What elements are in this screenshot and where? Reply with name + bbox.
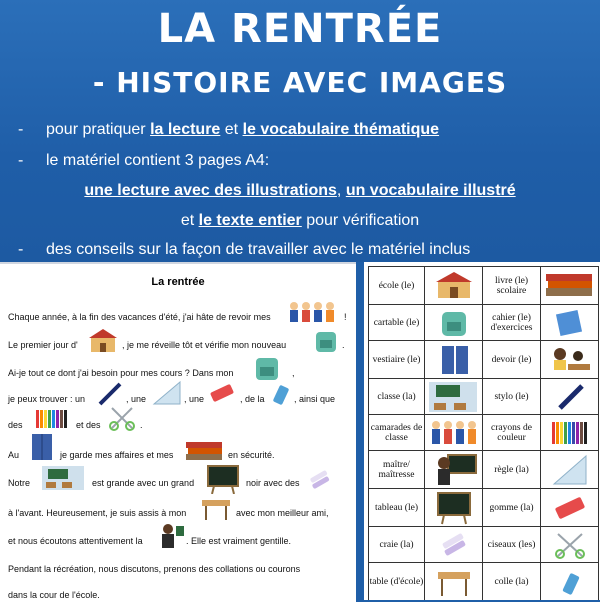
- bullet-1-text: pour pratiquer: [46, 121, 151, 138]
- backpack-icon: [438, 308, 470, 338]
- classmates-icon: [428, 418, 480, 448]
- bullet-dash: -: [18, 121, 24, 138]
- vocabulary-page: [364, 262, 600, 600]
- classroom-icon: [428, 381, 478, 413]
- vocab-word: vestiaire (le): [372, 354, 421, 365]
- ruler-icon: [552, 454, 588, 486]
- story-line: , une: [126, 394, 147, 404]
- bullet-dash: -: [18, 152, 24, 169]
- classmates-icon: [286, 300, 342, 328]
- story-heading: La rentrée: [151, 276, 205, 288]
- vocab-word: règle (la): [494, 464, 529, 475]
- classroom-icon: [40, 464, 86, 492]
- story-line: Le premier jour d': [8, 340, 78, 350]
- text: et: [180, 212, 199, 229]
- link-texte-entier[interactable]: le texte entier: [198, 212, 302, 229]
- vocab-word: maître/ maîtresse: [378, 459, 415, 480]
- page-subtitle: - HISTOIRE AVEC IMAGES: [92, 66, 508, 99]
- story-line: dans la cour de l'école.: [8, 590, 100, 600]
- vocab-word: tableau (le): [375, 502, 418, 513]
- vocab-word: classe (la): [377, 391, 416, 402]
- link-la-lecture[interactable]: la lecture: [150, 121, 221, 138]
- grid-line: [598, 266, 599, 600]
- grid-line: [424, 266, 425, 600]
- vocab-word: école (le): [378, 280, 415, 291]
- story-line: , une: [184, 394, 205, 404]
- backpack-icon: [312, 328, 340, 354]
- period: .: [140, 420, 143, 430]
- vocab-word: table (d'école): [369, 576, 424, 587]
- bullet-2-links: [0, 182, 600, 200]
- story-line: je garde mes affaires et mes: [60, 450, 174, 460]
- bullet-dash: -: [18, 241, 24, 258]
- story-page: [0, 262, 356, 602]
- story-line: des: [8, 420, 23, 430]
- vocab-word: devoir (le): [491, 354, 532, 365]
- story-line: . Elle est vraiment gentille.: [186, 536, 292, 546]
- comma: ,: [336, 182, 342, 199]
- bullet-2-line-3: [0, 212, 600, 230]
- vocab-word: craie (la): [379, 539, 414, 550]
- link-vocabulaire-illustre[interactable]: un vocabulaire illustré: [345, 182, 516, 199]
- vocab-word: colle (la): [494, 576, 529, 587]
- pen-icon: [556, 382, 586, 412]
- story-line: Ai-je tout ce dont j'ai besoin pour mes cours ? Dans mon: [8, 368, 234, 378]
- blackboard-icon: [436, 491, 472, 525]
- story-line: en sécurité.: [228, 450, 275, 460]
- story-line: et des: [76, 420, 101, 430]
- page-title: LA RENTRÉE: [157, 6, 443, 52]
- exclam: !: [344, 312, 347, 322]
- vocab-word: cahier (le) d'exercices: [490, 312, 533, 333]
- grid-line: [540, 266, 541, 600]
- glue-icon: [556, 566, 586, 598]
- story-line: Pendant la récréation, nous discutons, prenons des collations ou courons: [8, 564, 301, 574]
- story-line: , de la: [240, 394, 265, 404]
- comma: ,: [292, 368, 295, 378]
- hero-banner: [0, 0, 600, 262]
- scissors-icon: [554, 530, 586, 560]
- link-lecture-illustrations[interactable]: une lecture avec des illustrations: [84, 182, 337, 199]
- vocab-word: gomme (la): [489, 502, 534, 513]
- bullet-line-2: le matériel contient 3 pages A4:: [46, 152, 270, 169]
- story-line: à l'avant. Heureusement, je suis assis à mon: [8, 508, 187, 518]
- teacher-icon: [156, 522, 186, 550]
- story-line: Au: [8, 450, 20, 460]
- chalk-icon: [306, 468, 332, 492]
- homework-icon: [548, 344, 592, 376]
- teacher-icon: [434, 453, 478, 487]
- link-vocabulaire[interactable]: le vocabulaire thématique: [242, 121, 440, 138]
- story-line: , ainsi que: [294, 394, 336, 404]
- eraser-icon: [208, 382, 236, 404]
- period: .: [342, 340, 345, 350]
- vocab-word: livre (le) scolaire: [495, 275, 528, 296]
- bullet-1-mid: et: [220, 121, 243, 138]
- colored-pencils-icon: [34, 406, 70, 430]
- story-line: , je me réveille tôt et vérifie mon nouveau: [122, 340, 287, 350]
- ruler-icon: [152, 380, 182, 406]
- books-icon: [544, 270, 594, 300]
- chalk-icon: [438, 530, 470, 560]
- books-icon: [184, 440, 224, 462]
- school-icon: [88, 328, 118, 354]
- vocab-word: ciseaux (les): [487, 539, 536, 550]
- story-line: avec mon meilleur ami,: [236, 508, 329, 518]
- locker-icon: [440, 344, 470, 376]
- scissors-icon: [108, 404, 136, 432]
- story-line: et nous écoutons attentivement la: [8, 536, 143, 546]
- story-line: Notre: [8, 478, 31, 488]
- text: pour vérification: [301, 212, 420, 229]
- bullet-line-1: [46, 121, 439, 139]
- bullet-line-3: des conseils sur la façon de travailler avec le matériel inclus: [46, 241, 471, 258]
- vocab-word: stylo (le): [494, 391, 529, 402]
- vocab-word: crayons de couleur: [491, 422, 532, 443]
- school-desk-icon: [436, 566, 472, 598]
- vocab-word: cartable (le): [373, 317, 420, 328]
- school-desk-icon: [200, 494, 232, 522]
- blackboard-icon: [206, 464, 240, 494]
- vocab-word: camarades de classe: [370, 422, 423, 443]
- notebook-icon: [552, 308, 586, 338]
- story-line: Chaque année, à la fin des vacances d'été, j'ai hâte de revoir mes: [8, 312, 271, 322]
- eraser-icon: [552, 494, 588, 522]
- colored-pencils-icon: [550, 420, 592, 446]
- school-icon: [434, 270, 474, 300]
- story-line: est grande avec un grand: [92, 478, 195, 488]
- pen-icon: [96, 382, 124, 406]
- locker-icon: [30, 432, 54, 462]
- glue-icon: [268, 378, 294, 406]
- story-line: je peux trouver : un: [8, 394, 86, 404]
- story-line: noir avec des: [246, 478, 300, 488]
